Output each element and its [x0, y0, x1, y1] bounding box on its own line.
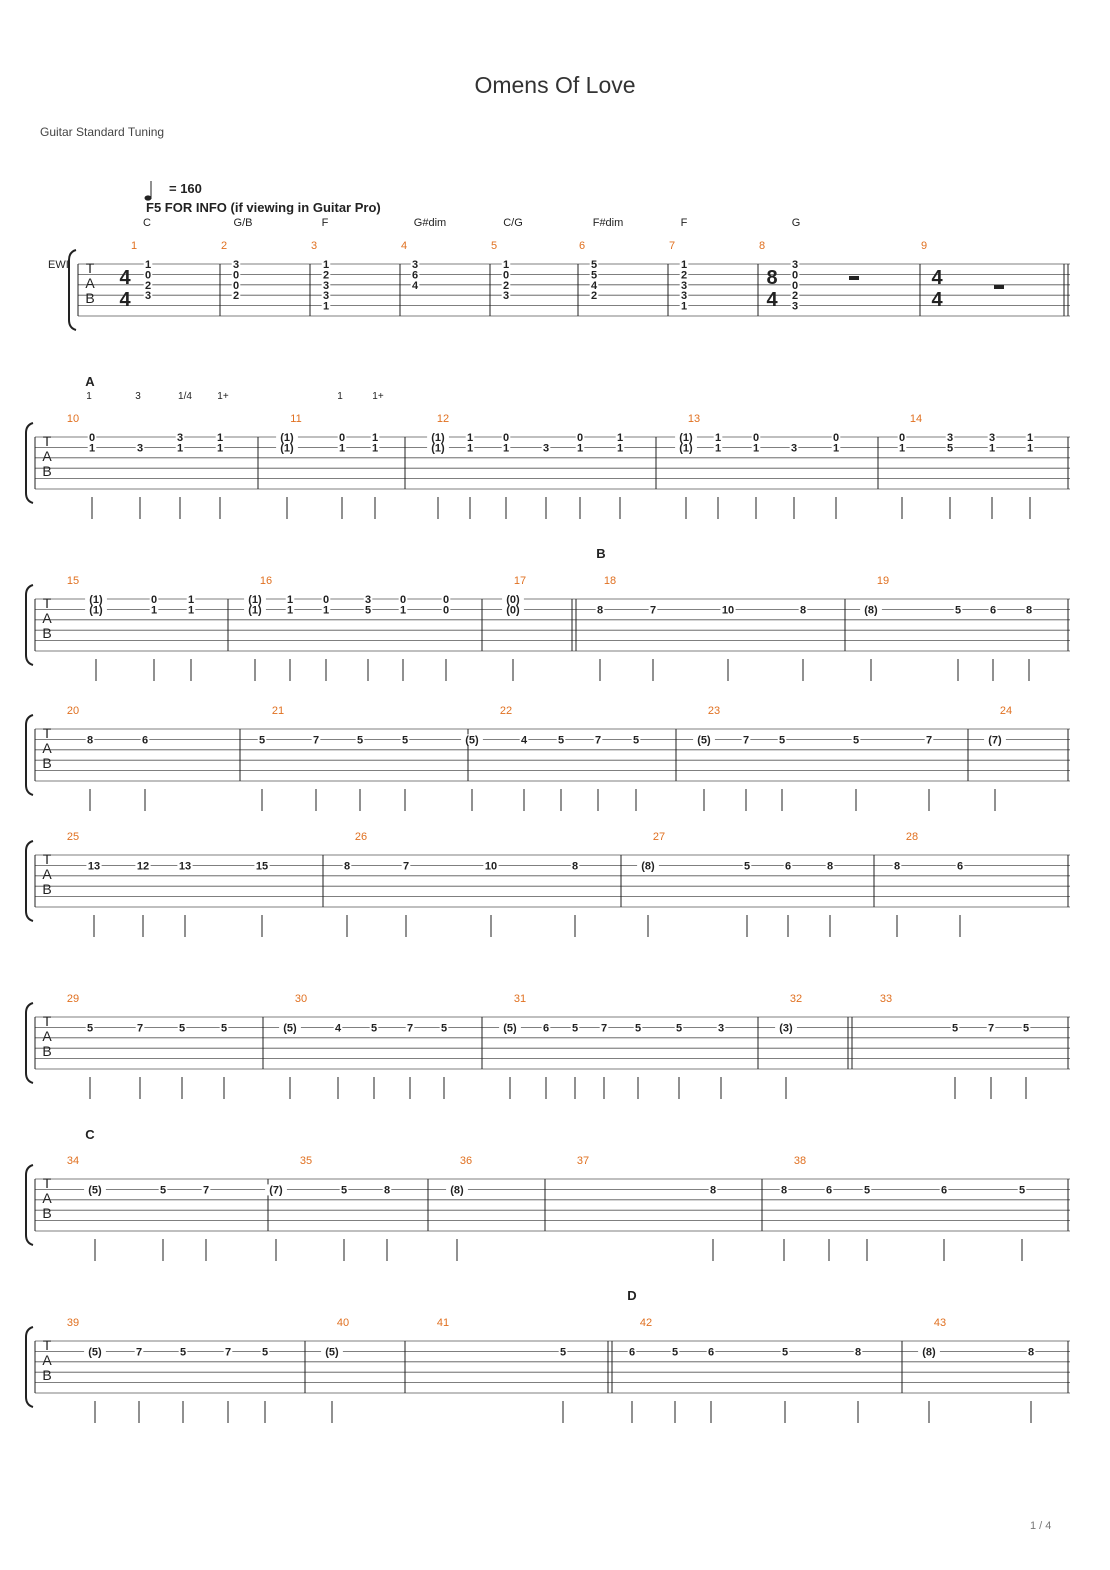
- fret-number: 1: [898, 442, 906, 455]
- fret-number: (1): [280, 432, 294, 444]
- fret-number: 1: [1026, 442, 1034, 455]
- section-marker-a: A: [85, 374, 95, 389]
- measure-number: 16: [259, 575, 273, 587]
- measure-number: 5: [490, 240, 498, 252]
- fret-number: (7): [988, 734, 1002, 747]
- fret-number: 8: [383, 1184, 391, 1197]
- measure-number: 39: [66, 1317, 80, 1329]
- measure-number: 10: [66, 413, 80, 425]
- measure-number: 31: [513, 993, 527, 1005]
- fret-number: 1: [399, 604, 407, 617]
- fret-number: 7: [312, 734, 320, 747]
- fret-number: 7: [600, 1022, 608, 1035]
- fret-number: 0: [322, 594, 330, 606]
- time-signature-digit: 4: [119, 289, 131, 311]
- tab-clef-letter: B: [42, 625, 52, 641]
- fret-number: 7: [649, 604, 657, 617]
- tuning-label: Guitar Standard Tuning: [40, 125, 165, 139]
- fret-number: 0: [791, 279, 799, 292]
- fret-number: 1: [680, 259, 688, 271]
- fret-number: 5: [178, 1022, 186, 1035]
- tab-clef-letter: T: [85, 260, 95, 276]
- fret-number: 5: [364, 604, 372, 617]
- fret-number: 6: [542, 1022, 550, 1035]
- measure-number: 13: [687, 413, 701, 425]
- fret-number: 0: [576, 432, 584, 444]
- tempo-marking: = 160: [169, 181, 202, 196]
- fret-number: 3: [322, 290, 330, 303]
- fret-number: 1: [371, 432, 379, 444]
- fret-number: 8: [343, 860, 351, 873]
- fret-number: 5: [590, 259, 598, 271]
- measure-number: 14: [909, 413, 923, 425]
- fret-number: 7: [224, 1346, 232, 1359]
- fret-number: 8: [826, 860, 834, 873]
- measure-number: 19: [876, 575, 890, 587]
- tab-clef-letter: B: [42, 1367, 52, 1383]
- count-text: 1+: [217, 391, 229, 402]
- fret-number: 1: [576, 442, 584, 455]
- tab-clef-letter: T: [42, 725, 52, 741]
- tab-clef-letter: A: [42, 1190, 52, 1206]
- fret-number: 1: [150, 604, 158, 617]
- fret-number: (5): [283, 1022, 297, 1035]
- fret-number: 5: [778, 734, 786, 747]
- count-text: 1+: [372, 391, 384, 402]
- section-marker-b: B: [596, 546, 606, 561]
- system-bracket: [26, 1165, 33, 1245]
- fret-number: 0: [502, 269, 510, 282]
- fret-number: 3: [364, 594, 372, 606]
- tab-clef-letter: B: [42, 755, 52, 771]
- fret-number: 8: [571, 860, 579, 873]
- fret-number: (1): [248, 594, 262, 606]
- tab-clef-letter: B: [42, 463, 52, 479]
- fret-number: 5: [781, 1346, 789, 1359]
- fret-number: (5): [697, 734, 711, 747]
- count-text: 1/4: [178, 391, 192, 402]
- fret-number: 5: [671, 1346, 679, 1359]
- fret-number: 2: [144, 279, 152, 292]
- fret-number: 5: [557, 734, 565, 747]
- fret-number: 0: [88, 432, 96, 444]
- measure-number: 30: [294, 993, 308, 1005]
- fret-number: 8: [86, 734, 94, 747]
- chord-name: F: [321, 217, 329, 229]
- fret-number: 3: [411, 259, 419, 271]
- measure-number: 40: [336, 1317, 350, 1329]
- fret-number: (1): [89, 594, 103, 606]
- fret-number: 5: [571, 1022, 579, 1035]
- fret-number: 5: [401, 734, 409, 747]
- fret-number: 5: [954, 604, 962, 617]
- tab-clef-letter: T: [42, 433, 52, 449]
- measure-number: 22: [499, 705, 513, 717]
- fret-number: 6: [784, 860, 792, 873]
- fret-number: 13: [87, 860, 101, 873]
- fret-number: 5: [220, 1022, 228, 1035]
- tab-clef-letter: B: [42, 1205, 52, 1221]
- fret-number: 7: [925, 734, 933, 747]
- fret-number: 3: [791, 259, 799, 271]
- fret-number: 12: [136, 860, 150, 873]
- fret-number: 5: [863, 1184, 871, 1197]
- fret-number: 0: [791, 269, 799, 282]
- chord-name: G: [791, 217, 801, 229]
- fret-number: 0: [832, 432, 840, 444]
- fret-number: (5): [503, 1022, 517, 1035]
- measure-number: 36: [459, 1155, 473, 1167]
- measure-number: 26: [354, 831, 368, 843]
- measure-number: 9: [920, 240, 928, 252]
- fret-number: 5: [1022, 1022, 1030, 1035]
- measure-number: 21: [271, 705, 285, 717]
- fret-number: (1): [431, 442, 445, 455]
- fret-number: 3: [946, 432, 954, 444]
- fret-number: 8: [1027, 1346, 1035, 1359]
- fret-number: 4: [520, 734, 528, 747]
- chord-name: G#dim: [413, 217, 447, 229]
- fret-number: 6: [989, 604, 997, 617]
- fret-number: 7: [202, 1184, 210, 1197]
- fret-number: 1: [502, 259, 510, 271]
- fret-number: 10: [721, 604, 735, 617]
- chord-name: C/G: [503, 217, 523, 229]
- fret-number: 4: [334, 1022, 342, 1035]
- system-bracket: [26, 1003, 33, 1083]
- fret-number: 1: [187, 594, 195, 606]
- measure-number: 24: [999, 705, 1013, 717]
- fret-number: (8): [641, 860, 655, 873]
- measure-number: 4: [400, 240, 408, 252]
- fret-number: 3: [144, 290, 152, 303]
- fret-number: 5: [743, 860, 751, 873]
- fret-number: (1): [248, 604, 262, 617]
- fret-number: 3: [136, 442, 144, 455]
- fret-number: 0: [898, 432, 906, 444]
- fret-number: (1): [89, 604, 103, 617]
- tab-clef-letter: A: [42, 866, 52, 882]
- measure-number: 12: [436, 413, 450, 425]
- fret-number: 13: [178, 860, 192, 873]
- fret-number: 1: [502, 442, 510, 455]
- measure-number: 7: [668, 240, 676, 252]
- staff-system: [26, 585, 1070, 681]
- tab-clef-letter: T: [42, 595, 52, 611]
- time-signature-digit: 8: [766, 267, 778, 289]
- measure-number: 25: [66, 831, 80, 843]
- fret-number: 2: [590, 290, 598, 303]
- staff-system: [26, 1327, 1070, 1423]
- measure-number: 32: [789, 993, 803, 1005]
- tab-clef-letter: A: [42, 610, 52, 626]
- fret-number: (8): [864, 604, 878, 617]
- fret-number: 5: [946, 442, 954, 455]
- tab-clef-letter: T: [42, 1337, 52, 1353]
- fret-number: 8: [596, 604, 604, 617]
- fret-number: 1: [338, 442, 346, 455]
- measure-number: 2: [220, 240, 228, 252]
- fret-number: 1: [988, 442, 996, 455]
- tab-clef-letter: A: [42, 740, 52, 756]
- song-title: Omens Of Love: [474, 72, 636, 98]
- fret-number: 5: [86, 1022, 94, 1035]
- tab-clef-letter: A: [42, 1028, 52, 1044]
- section-marker-d: D: [627, 1288, 637, 1303]
- time-signature-digit: 4: [931, 289, 943, 311]
- fret-number: 5: [632, 734, 640, 747]
- system-bracket: [26, 423, 33, 503]
- fret-number: 5: [559, 1346, 567, 1359]
- fret-number: 3: [680, 290, 688, 303]
- fret-number: 6: [825, 1184, 833, 1197]
- fret-number: 0: [442, 604, 450, 617]
- section-marker-c: C: [85, 1127, 95, 1142]
- system-bracket: [69, 250, 76, 330]
- fret-number: 8: [799, 604, 807, 617]
- measure-number: 3: [310, 240, 318, 252]
- tab-clef-letter: B: [85, 290, 95, 306]
- fret-number: 1: [176, 442, 184, 455]
- fret-number: 3: [791, 300, 799, 313]
- fret-number: (0): [506, 594, 520, 606]
- fret-number: 5: [159, 1184, 167, 1197]
- fret-number: 1: [466, 442, 474, 455]
- fret-number: 5: [356, 734, 364, 747]
- fret-number: 0: [338, 432, 346, 444]
- measure-number: 20: [66, 705, 80, 717]
- measure-number: 33: [879, 993, 893, 1005]
- fret-number: 0: [502, 432, 510, 444]
- fret-number: 7: [594, 734, 602, 747]
- fret-number: 3: [322, 279, 330, 292]
- fret-number: (5): [465, 734, 479, 747]
- fret-number: (0): [506, 604, 520, 617]
- fret-number: 2: [791, 290, 799, 303]
- measure-number: 27: [652, 831, 666, 843]
- fret-number: (5): [88, 1184, 102, 1197]
- fret-number: 1: [714, 442, 722, 455]
- fret-number: 1: [187, 604, 195, 617]
- fret-number: 8: [893, 860, 901, 873]
- fret-number: (3): [779, 1022, 793, 1035]
- staff-system: [26, 841, 1070, 937]
- tab-clef-letter: T: [42, 1175, 52, 1191]
- system-bracket: [26, 1327, 33, 1407]
- measure-number: 43: [933, 1317, 947, 1329]
- measure-number: 8: [758, 240, 766, 252]
- measure-number: 6: [578, 240, 586, 252]
- fret-number: 7: [406, 1022, 414, 1035]
- fret-number: 5: [852, 734, 860, 747]
- fret-number: 2: [680, 269, 688, 282]
- fret-number: (8): [922, 1346, 936, 1359]
- fret-number: 4: [590, 279, 598, 292]
- count-text: 3: [135, 391, 141, 402]
- tab-clef-letter: A: [42, 448, 52, 464]
- fret-number: 1: [680, 300, 688, 313]
- measure-number: 38: [793, 1155, 807, 1167]
- measure-number: 34: [66, 1155, 80, 1167]
- fret-number: (8): [450, 1184, 464, 1197]
- fret-number: (5): [325, 1346, 339, 1359]
- fret-number: 0: [399, 594, 407, 606]
- fret-number: 3: [232, 259, 240, 271]
- measure-number: 23: [707, 705, 721, 717]
- fret-number: (7): [269, 1184, 283, 1197]
- tab-clef-letter: T: [42, 851, 52, 867]
- fret-number: 1: [832, 442, 840, 455]
- fret-number: 5: [258, 734, 266, 747]
- fret-number: 0: [232, 279, 240, 292]
- tab-clef-letter: A: [42, 1352, 52, 1368]
- fret-number: 5: [440, 1022, 448, 1035]
- fret-number: 1: [322, 259, 330, 271]
- fret-number: 5: [179, 1346, 187, 1359]
- fret-number: 6: [940, 1184, 948, 1197]
- measure-number: 35: [299, 1155, 313, 1167]
- fret-number: 6: [628, 1346, 636, 1359]
- measure-number: 18: [603, 575, 617, 587]
- fret-number: 7: [136, 1022, 144, 1035]
- fret-number: 5: [951, 1022, 959, 1035]
- fret-number: 8: [1025, 604, 1033, 617]
- fret-number: 8: [854, 1346, 862, 1359]
- fret-number: 1: [286, 604, 294, 617]
- fret-number: 1: [616, 432, 624, 444]
- fret-number: 1: [88, 442, 96, 455]
- fret-number: 0: [232, 269, 240, 282]
- staff-system: [26, 1165, 1070, 1261]
- fret-number: 7: [742, 734, 750, 747]
- fret-number: 0: [144, 269, 152, 282]
- fret-number: 2: [232, 290, 240, 303]
- system-bracket: [26, 585, 33, 665]
- fret-number: 1: [216, 432, 224, 444]
- measure-number: 11: [290, 413, 302, 425]
- count-text: 1: [337, 391, 343, 402]
- info-text: F5 FOR INFO (if viewing in Guitar Pro): [146, 200, 381, 215]
- fret-number: 0: [150, 594, 158, 606]
- fret-number: 1: [286, 594, 294, 606]
- fret-number: 0: [752, 432, 760, 444]
- fret-number: 3: [502, 290, 510, 303]
- tab-clef-letter: B: [42, 881, 52, 897]
- fret-number: 8: [709, 1184, 717, 1197]
- half-rest: [994, 285, 1004, 289]
- time-signature-digit: 4: [766, 289, 778, 311]
- fret-number: 5: [340, 1184, 348, 1197]
- system-bracket: [26, 715, 33, 795]
- fret-number: 5: [1018, 1184, 1026, 1197]
- fret-number: 3: [176, 432, 184, 444]
- measure-number: 37: [576, 1155, 590, 1167]
- tab-clef-letter: A: [85, 275, 95, 291]
- fret-number: 3: [680, 279, 688, 292]
- measure-number: 42: [639, 1317, 653, 1329]
- chord-name: C: [143, 217, 151, 229]
- fret-number: 0: [442, 594, 450, 606]
- fret-number: (1): [431, 432, 445, 444]
- chord-name: F#dim: [592, 217, 624, 229]
- fret-number: 1: [322, 300, 330, 313]
- measure-number: 17: [513, 575, 527, 587]
- fret-number: 5: [261, 1346, 269, 1359]
- fret-number: 1: [752, 442, 760, 455]
- measure-number: 28: [905, 831, 919, 843]
- fret-number: 5: [634, 1022, 642, 1035]
- fret-number: (1): [679, 442, 693, 455]
- fret-number: 3: [790, 442, 798, 455]
- fret-number: (1): [679, 432, 693, 444]
- fret-number: 2: [322, 269, 330, 282]
- fret-number: (5): [88, 1346, 102, 1359]
- fret-number: 6: [956, 860, 964, 873]
- chord-name: F: [680, 217, 688, 229]
- fret-number: 3: [988, 432, 996, 444]
- fret-number: 1: [144, 259, 152, 271]
- time-signature-digit: 4: [119, 267, 131, 289]
- fret-number: 3: [717, 1022, 725, 1035]
- measure-number: 29: [66, 993, 80, 1005]
- fret-number: 1: [714, 432, 722, 444]
- measure-number: 41: [436, 1317, 450, 1329]
- fret-number: 6: [707, 1346, 715, 1359]
- fret-number: 7: [402, 860, 410, 873]
- fret-number: 2: [502, 279, 510, 292]
- chord-name: G/B: [233, 217, 253, 229]
- measure-number: 1: [130, 240, 138, 252]
- count-text: 1: [86, 391, 92, 402]
- fret-number: 4: [411, 279, 419, 292]
- system-bracket: [26, 841, 33, 921]
- fret-number: 1: [1026, 432, 1034, 444]
- half-rest: [849, 276, 859, 280]
- fret-number: 10: [484, 860, 498, 873]
- fret-number: 1: [216, 442, 224, 455]
- measure-number: 15: [66, 575, 80, 587]
- fret-number: 1: [322, 604, 330, 617]
- staff-system: [26, 1003, 1070, 1099]
- instrument-name: EWI: [48, 259, 69, 271]
- fret-number: (1): [280, 442, 294, 455]
- fret-number: 15: [255, 860, 269, 873]
- fret-number: 6: [141, 734, 149, 747]
- fret-number: 6: [411, 269, 419, 282]
- tab-clef-letter: B: [42, 1043, 52, 1059]
- fret-number: 5: [675, 1022, 683, 1035]
- staff-system: [26, 715, 1070, 811]
- tab-clef-letter: T: [42, 1013, 52, 1029]
- staff-system: [69, 250, 1070, 330]
- fret-number: 8: [780, 1184, 788, 1197]
- fret-number: 5: [590, 269, 598, 282]
- fret-number: 7: [987, 1022, 995, 1035]
- fret-number: 7: [135, 1346, 143, 1359]
- fret-number: 5: [370, 1022, 378, 1035]
- page-number: 1 / 4: [1030, 1520, 1052, 1532]
- fret-number: 3: [542, 442, 550, 455]
- fret-number: 1: [616, 442, 624, 455]
- fret-number: 1: [371, 442, 379, 455]
- time-signature-digit: 4: [931, 267, 943, 289]
- fret-number: 1: [466, 432, 474, 444]
